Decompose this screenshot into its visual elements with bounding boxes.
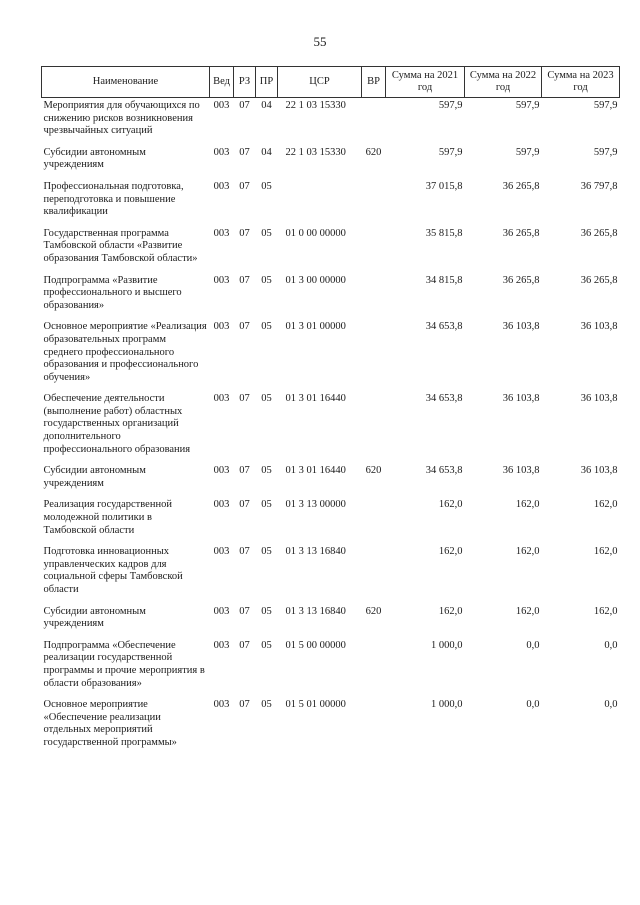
row-sum-2023: 597,9	[593, 100, 618, 111]
row-sum-2023: 36 103,8	[580, 393, 618, 405]
row-vr	[362, 544, 386, 603]
table-row	[42, 179, 620, 226]
row-sum-2023: 36 103,8	[580, 321, 618, 333]
table-row	[42, 226, 620, 273]
row-sum-2022: 36 265,8	[502, 227, 540, 239]
row-ved: 003	[213, 274, 230, 286]
row-csr: 01 0 00 00000	[285, 227, 346, 239]
header-name: Наименование	[42, 67, 210, 98]
row-csr: 22 1 03 15330	[285, 100, 346, 111]
header-sum-2021: Сумма на 2021 год	[386, 67, 465, 98]
row-pr: 05	[261, 274, 272, 286]
row-sum-2023: 162,0	[593, 499, 618, 511]
table-row	[42, 463, 620, 497]
header-vr: ВР	[362, 67, 386, 98]
row-ved: 003	[213, 321, 230, 333]
row-vr	[362, 98, 386, 145]
row-sum-2022: 36 265,8	[502, 180, 540, 192]
row-rz: 07	[239, 180, 250, 192]
row-rz: 07	[239, 100, 250, 111]
row-sum-2022: 0,0	[526, 699, 540, 711]
table-row	[42, 145, 620, 179]
row-name: Обеспечение деятельности (выполнение работ) областных государственных организаций дополнительного профессионального образования	[43, 393, 191, 455]
row-sum-2023: 36 265,8	[580, 227, 618, 239]
row-pr: 05	[261, 546, 272, 558]
row-csr: 01 3 00 00000	[285, 274, 346, 286]
row-sum-2023: 0,0	[604, 639, 618, 651]
row-sum-2022: 36 103,8	[502, 393, 540, 405]
row-rz: 07	[239, 499, 250, 511]
row-vr	[362, 226, 386, 273]
table-row	[42, 319, 620, 391]
row-vr	[362, 391, 386, 463]
table-row	[42, 391, 620, 463]
row-sum-2021: 162,0	[438, 546, 463, 558]
row-sum-2023: 597,9	[593, 146, 618, 158]
row-vr	[362, 497, 386, 544]
row-sum-2023: 36 797,8	[580, 180, 618, 192]
row-rz: 07	[239, 393, 250, 405]
table-row	[42, 638, 620, 697]
row-sum-2023: 36 103,8	[580, 465, 618, 477]
row-pr: 05	[261, 227, 272, 239]
header-rz: РЗ	[234, 67, 256, 98]
row-name: Основное мероприятие «Обеспечение реализации отдельных мероприятий государственной программы»	[43, 699, 177, 748]
row-rz: 07	[239, 546, 250, 558]
row-csr: 22 1 03 15330	[285, 146, 346, 158]
row-sum-2022: 36 265,8	[502, 274, 540, 286]
row-sum-2023: 162,0	[593, 605, 618, 617]
row-vr	[362, 697, 386, 756]
table-row	[42, 544, 620, 603]
row-csr: 01 5 00 00000	[285, 639, 346, 651]
row-sum-2022: 597,9	[515, 100, 540, 111]
table-row	[42, 273, 620, 320]
row-name: Субсидии автономным учреждениям	[43, 605, 146, 630]
row-csr: 01 3 13 16840	[285, 546, 346, 558]
row-name: Основное мероприятие «Реализация образовательных программ среднего профессионального образования и профессионального обучения»	[43, 321, 207, 383]
row-csr: 01 3 01 16440	[285, 393, 346, 405]
page-number: 55	[313, 34, 327, 49]
row-pr: 05	[261, 393, 272, 405]
row-sum-2021: 34 653,8	[425, 465, 463, 477]
row-vr	[362, 179, 386, 226]
row-pr: 04	[261, 100, 272, 111]
row-sum-2022: 162,0	[515, 546, 540, 558]
row-name: Профессиональная подготовка, переподготовка и повышение квалификации	[43, 180, 184, 218]
header-sum-2022: Сумма на 2022 год	[465, 67, 542, 98]
table-row	[42, 98, 620, 145]
row-sum-2023: 0,0	[604, 699, 618, 711]
header-sum-2023: Сумма на 2023 год	[542, 67, 620, 98]
row-ved: 003	[213, 699, 230, 711]
row-rz: 07	[239, 465, 250, 477]
table-row	[42, 497, 620, 544]
row-rz: 07	[239, 274, 250, 286]
row-ved: 003	[213, 605, 230, 617]
row-sum-2023: 162,0	[593, 546, 618, 558]
row-pr: 05	[261, 699, 272, 711]
row-vr	[362, 319, 386, 391]
header-csr: ЦСР	[278, 67, 362, 98]
row-ved: 003	[213, 100, 230, 111]
row-sum-2022: 162,0	[515, 499, 540, 511]
row-vr: 620	[365, 146, 382, 158]
row-sum-2022: 36 103,8	[502, 465, 540, 477]
row-ved: 003	[213, 393, 230, 405]
table-row	[42, 697, 620, 756]
row-ved: 003	[213, 499, 230, 511]
row-ved: 003	[213, 465, 230, 477]
row-ved: 003	[213, 146, 230, 158]
budget-table	[41, 66, 620, 757]
row-sum-2021: 35 815,8	[425, 227, 463, 239]
row-sum-2022: 0,0	[526, 639, 540, 651]
row-sum-2021: 597,9	[438, 146, 463, 158]
row-sum-2021: 162,0	[438, 499, 463, 511]
row-sum-2022: 597,9	[515, 146, 540, 158]
row-vr	[362, 273, 386, 320]
row-csr: 01 3 13 16840	[285, 605, 346, 617]
row-rz: 07	[239, 321, 250, 333]
row-name: Мероприятия для обучающихся по снижению рисков возникновения чрезвычайных ситуаций	[43, 100, 200, 137]
row-pr: 05	[261, 605, 272, 617]
row-sum-2021: 1 000,0	[431, 639, 463, 651]
row-vr	[362, 638, 386, 697]
row-name: Государственная программа Тамбовской области «Развитие образования Тамбовской области»	[43, 227, 198, 264]
row-name: Подготовка инновационных управленческих кадров для социальной сферы Тамбовской области	[43, 546, 183, 595]
row-sum-2021: 34 653,8	[425, 321, 463, 333]
row-pr: 05	[261, 180, 272, 192]
row-name: Подпрограмма «Развитие профессионального и высшего образования»	[43, 274, 182, 311]
row-vr: 620	[365, 605, 382, 617]
row-ved: 003	[213, 227, 230, 239]
row-sum-2021: 597,9	[438, 100, 463, 111]
row-pr: 05	[261, 499, 272, 511]
header-ved: Вед	[210, 67, 234, 98]
table-row	[42, 604, 620, 638]
row-name: Субсидии автономным учреждениям	[43, 465, 146, 489]
row-sum-2023: 36 265,8	[580, 274, 618, 286]
row-name: Реализация государственной молодежной политики в Тамбовской области	[43, 499, 172, 536]
row-pr: 05	[261, 465, 272, 477]
row-rz: 07	[239, 227, 250, 239]
row-sum-2022: 162,0	[515, 605, 540, 617]
row-ved: 003	[213, 639, 230, 651]
row-csr: 01 3 01 00000	[285, 321, 346, 333]
row-csr: 01 3 13 00000	[285, 499, 346, 511]
row-sum-2021: 34 653,8	[425, 393, 463, 405]
row-vr: 620	[365, 465, 382, 477]
row-sum-2021: 162,0	[438, 605, 463, 617]
row-rz: 07	[239, 639, 250, 651]
row-rz: 07	[239, 699, 250, 711]
table-header	[42, 67, 620, 98]
row-sum-2022: 36 103,8	[502, 321, 540, 333]
row-pr: 05	[261, 639, 272, 651]
row-ved: 003	[213, 546, 230, 558]
row-ved: 003	[213, 180, 230, 192]
row-pr: 05	[261, 321, 272, 333]
row-csr	[278, 179, 362, 226]
row-name: Подпрограмма «Обеспечение реализации государственной программы и прочие мероприятия в области образования»	[43, 639, 205, 689]
row-sum-2021: 1 000,0	[431, 699, 463, 711]
row-pr: 04	[261, 146, 272, 158]
table-body	[42, 98, 620, 757]
header-pr: ПР	[256, 67, 278, 98]
row-rz: 07	[239, 605, 250, 617]
row-rz: 07	[239, 146, 250, 158]
row-csr: 01 5 01 00000	[285, 699, 346, 711]
row-name: Субсидии автономным учреждениям	[43, 146, 146, 171]
row-csr: 01 3 01 16440	[285, 465, 346, 477]
row-sum-2021: 34 815,8	[425, 274, 463, 286]
row-sum-2021: 37 015,8	[425, 180, 463, 192]
